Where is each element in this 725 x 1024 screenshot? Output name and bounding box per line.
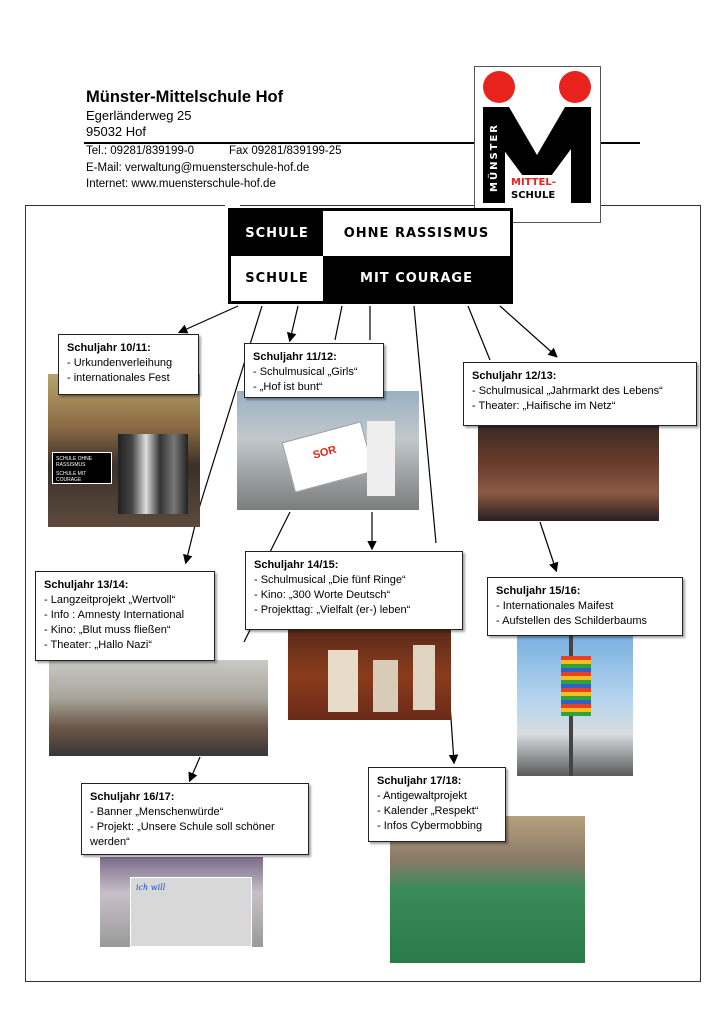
year-box-15-16 (487, 577, 683, 636)
photo-fuenf-ringe (288, 630, 451, 720)
year-item: - Kino: „300 Worte Deutsch“ (254, 589, 391, 601)
year-item: - Kino: „Blut muss fließen“ (44, 624, 171, 636)
year-item: - Aufstellen des Schilderbaums (496, 615, 648, 627)
year-item: - Infos Cybermobbing (377, 820, 483, 832)
year-item: - Projekttag: „Vielfalt (er-) leben“ (254, 604, 411, 616)
year-item: - Kalender „Respekt“ (377, 805, 479, 817)
year-item: - Langzeitprojekt „Wertvoll“ (44, 594, 176, 606)
year-item: - Schulmusical „Die fünf Ringe“ (254, 574, 406, 586)
year-heading: Schuljahr 10/11: (67, 342, 151, 354)
year-box-12-13 (463, 362, 697, 426)
year-item: - Info : Amnesty International (44, 609, 185, 621)
photo-menschenwuerde: ich will (100, 857, 263, 947)
year-box-13-14 (35, 571, 215, 661)
year-heading: Schuljahr 14/15: (254, 559, 339, 571)
logo-line2: SCHULE (511, 190, 556, 201)
year-item: - Projekt: „Unsere Schule soll schöner werden“ (90, 821, 275, 848)
photo-wertvoll (49, 660, 268, 756)
tel-number: Tel.: 09281/839199-0 (86, 145, 195, 157)
year-item: - Schulmusical „Girls“ (253, 366, 358, 378)
year-item: - Internationales Maifest (496, 600, 614, 612)
street-address: Egerländerweg 25 (86, 108, 192, 123)
photo-hof-ist-bunt: SOR (237, 391, 419, 510)
email-address: E-Mail: verwaltung@muensterschule-hof.de (86, 162, 310, 174)
year-item: - Urkundenverleihung (67, 357, 173, 369)
year-item: - internationales Fest (67, 372, 170, 384)
year-item: - Theater: „Haifische im Netz“ (472, 400, 616, 412)
internet-address: Internet: www.muensterschule-hof.de (86, 178, 276, 190)
logo-vertical-text: MÜNSTER (488, 122, 500, 192)
year-heading: Schuljahr 13/14: (44, 579, 129, 591)
year-heading: Schuljahr 16/17: (90, 791, 175, 803)
year-heading: Schuljahr 11/12: (253, 351, 337, 363)
year-heading: Schuljahr 12/13: (472, 370, 557, 382)
year-box-17-18 (368, 767, 506, 842)
city-address: 95032 Hof (86, 124, 146, 139)
year-item: - Banner „Menschenwürde“ (90, 806, 224, 818)
photo-small-banner: SCHULE OHNE RASSISMUS SCHULE MIT COURAGE (52, 452, 112, 484)
year-box-16-17 (81, 783, 309, 855)
year-heading: Schuljahr 17/18: (377, 775, 462, 787)
year-item: - „Hof ist bunt“ (253, 381, 323, 393)
banner-top-right: OHNE RASSISMUS (323, 211, 510, 256)
banner-top-left: SCHULE (231, 211, 323, 256)
year-item: - Schulmusical „Jahrmarkt des Lebens“ (472, 385, 663, 397)
photo-jahrmarkt (478, 426, 659, 521)
year-heading: Schuljahr 15/16: (496, 585, 581, 597)
year-box-14-15 (245, 551, 463, 630)
year-box-11-12 (244, 343, 384, 398)
logo-line1: MITTEL- (511, 177, 556, 188)
year-item: - Theater: „Hallo Nazi“ (44, 639, 152, 651)
fax-number: Fax 09281/839199-25 (229, 145, 342, 157)
banner-bottom-right: MIT COURAGE (323, 256, 510, 301)
school-name: Münster-Mittelschule Hof (86, 88, 284, 106)
photo-urkunde (48, 374, 200, 527)
photo-schilderbaum (517, 636, 633, 776)
year-item: - Antigewaltprojekt (377, 790, 467, 802)
year-box-10-11 (58, 334, 199, 395)
banner-bottom-left: SCHULE (231, 256, 323, 301)
